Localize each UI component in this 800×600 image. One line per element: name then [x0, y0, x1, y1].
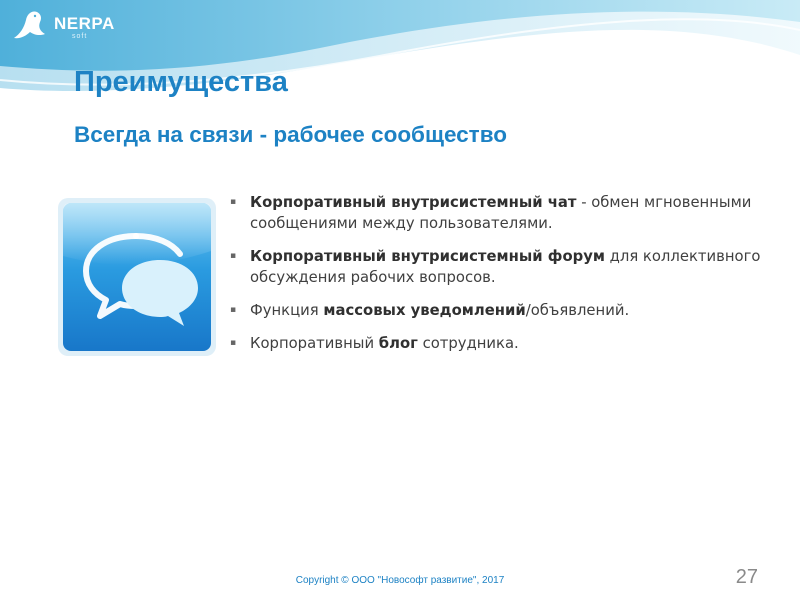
list-item [230, 300, 770, 321]
copyright-footer: Copyright © ООО "Новософт развитие", 2017 [295, 575, 505, 586]
bullet-marker: ▪ [230, 197, 237, 207]
bullet-text: для коллективного обсуждения рабочих вопросов. [250, 248, 761, 286]
bullet-bold-text: блог [378, 335, 418, 352]
list-item [230, 192, 770, 234]
bullet-text: Корпоративный [250, 335, 379, 352]
bullet-text: сотрудника. [417, 335, 519, 352]
chat-bubbles-icon [56, 196, 218, 358]
bullet-marker: ▪ [230, 338, 237, 348]
bullet-text: Функция [250, 302, 324, 319]
logo-text: NERPA [54, 14, 115, 33]
slide-subtitle: Всегда на связи - рабочее сообщество [74, 122, 507, 147]
bullet-bold-text: Корпоративный внутрисистемный форум [250, 248, 605, 265]
slide-title: Преимущества [74, 66, 288, 98]
list-item [230, 246, 770, 288]
list-item [230, 333, 770, 354]
nerpa-logo [10, 8, 120, 42]
bullet-text: /объявлений. [525, 302, 630, 319]
bullet-marker: ▪ [230, 251, 237, 261]
benefits-list [230, 192, 770, 366]
bullet-bold-text: Корпоративный внутрисистемный чат [250, 194, 577, 211]
bullet-marker: ▪ [230, 305, 237, 315]
bullet-bold-text: массовых уведомлений [323, 302, 526, 319]
seal-icon [10, 8, 50, 42]
bullet-text: - обмен мгновенными сообщениями между пользователями. [250, 194, 752, 232]
page-number: 27 [735, 566, 758, 588]
logo-subtext: soft [72, 33, 88, 40]
